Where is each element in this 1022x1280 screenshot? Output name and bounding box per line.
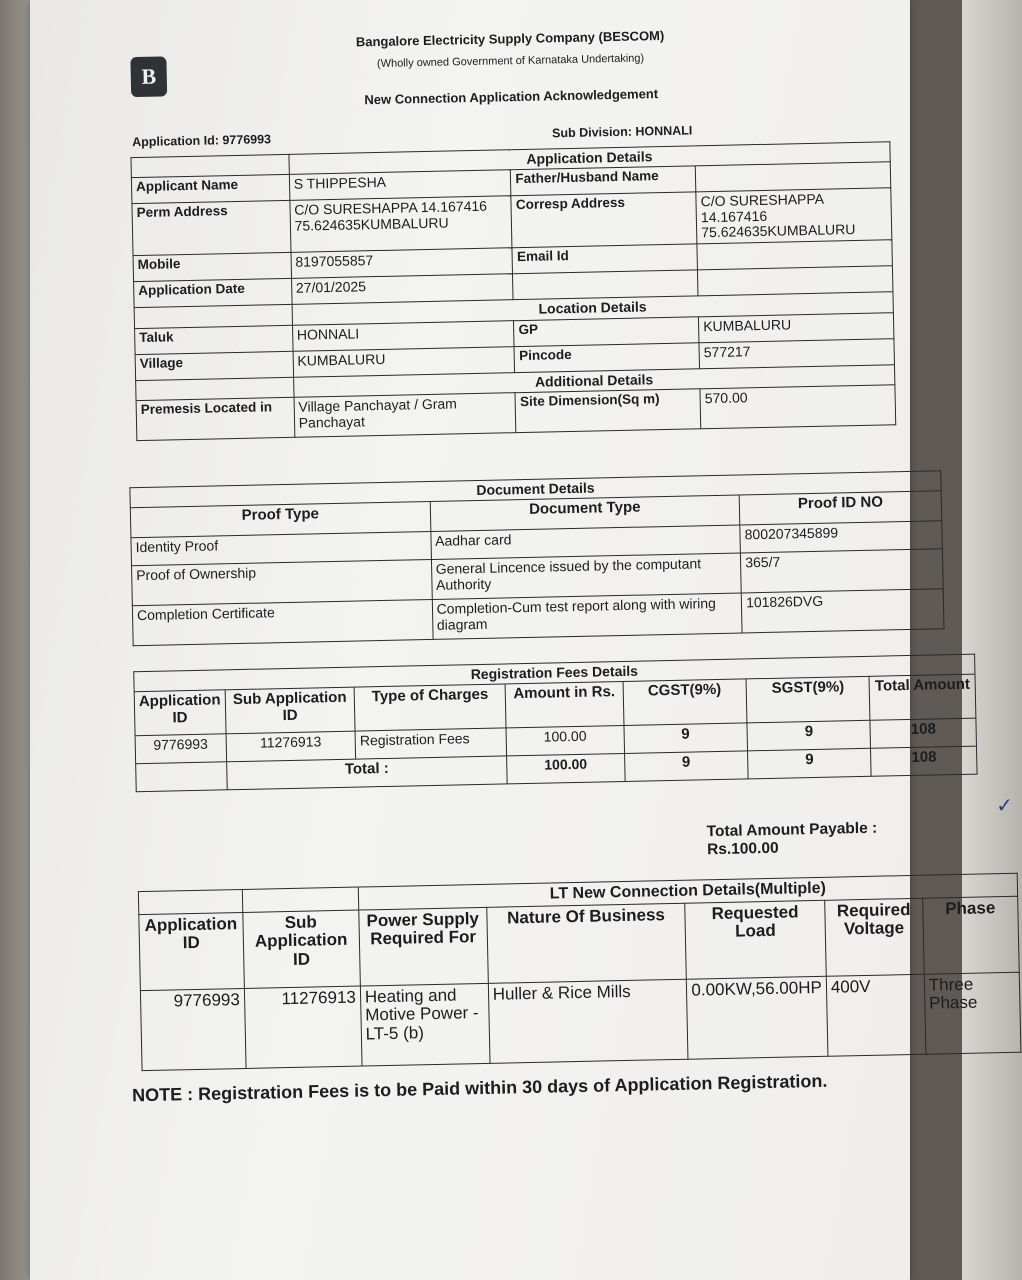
- application-date-value: 27/01/2025: [291, 274, 513, 305]
- premesis-label: Premesis Located in: [136, 397, 294, 440]
- application-id-label: Application Id: 9776993: [132, 132, 272, 150]
- note-text: Registration Fees is to be Paid within 30 days of Application Registration.: [197, 1070, 828, 1104]
- header-proof-id: Proof ID NO: [739, 491, 941, 525]
- village-label: Village: [135, 351, 293, 380]
- document-details-table: [129, 470, 944, 646]
- lt-phase-cell: Three Phase: [924, 972, 1021, 1054]
- section-title-documents: Document Details: [130, 471, 941, 508]
- section-title-location: Location Details: [292, 292, 894, 325]
- site-dimension-label: Site Dimension(Sq m): [515, 389, 700, 433]
- company-subtitle: (Wholly owned Government of Karnataka Undertaking): [376, 52, 645, 70]
- fee-amount-cell: 100.00: [506, 726, 624, 756]
- village-value: KUMBALURU: [293, 346, 515, 377]
- document-title: New Connection Application Acknowledgement: [364, 86, 659, 108]
- header-requested-load: Requested Load: [685, 900, 826, 979]
- applicant-name-label: Applicant Name: [131, 175, 289, 204]
- fee-type-cell: Registration Fees: [355, 728, 507, 759]
- document-type-cell: Aadhar card: [430, 525, 740, 559]
- header-type-of-charges: Type of Charges: [354, 684, 506, 731]
- document-type-cell: General Lincence issued by the computant Authority: [431, 553, 741, 599]
- section-title-fees: Registration Fees Details: [134, 654, 975, 692]
- lt-power-for-cell: Heating and Motive Power - LT-5 (b): [360, 983, 490, 1066]
- header-sub-application-id: Sub Application ID: [225, 687, 355, 734]
- header-application-id: Application ID: [134, 690, 226, 736]
- total-total-cell: 108: [871, 746, 977, 776]
- header-amount: Amount in Rs.: [505, 682, 623, 728]
- applicant-name-value: S THIPPESHA: [289, 170, 511, 201]
- acknowledgement-document: [90, 22, 1014, 1106]
- registration-fees-table: [133, 654, 977, 793]
- section-title-lt-connection: LT New Connection Details(Multiple): [358, 873, 1018, 909]
- pincode-value: 577217: [699, 339, 894, 369]
- father-name-label: Father/Husband Name: [511, 166, 696, 196]
- header-lt-sub-application-id: Sub Application ID: [243, 910, 361, 988]
- lt-app-id-cell: 9776993: [140, 988, 245, 1070]
- gp-label: GP: [514, 317, 699, 347]
- document-type-cell: Completion-Cum test report along with wiring diagram: [432, 593, 742, 639]
- header-nature-of-business: Nature Of Business: [486, 903, 686, 983]
- total-cgst-cell: 9: [624, 751, 748, 782]
- corresp-address-value: C/O SURESHAPPA 14.167416 75.624635KUMBALURU: [696, 188, 892, 244]
- section-title-application: Application Details: [289, 142, 891, 175]
- section-title-additional: Additional Details: [293, 365, 895, 398]
- site-dimension-value: 570.00: [700, 385, 896, 429]
- taluk-label: Taluk: [135, 325, 293, 354]
- header-lt-application-id: Application ID: [139, 912, 244, 990]
- email-value: [697, 240, 892, 270]
- header-power-supply: Power Supply Required For: [359, 907, 489, 986]
- proof-type-cell: Completion Certificate: [132, 600, 432, 646]
- lt-business-cell: Huller & Rice Mills: [488, 979, 688, 1063]
- perm-address-label: Perm Address: [132, 201, 291, 256]
- application-details-table: [130, 141, 896, 441]
- proof-id-cell: 365/7: [741, 549, 944, 593]
- fee-cgst-cell: 9: [624, 723, 748, 754]
- gp-value: KUMBALURU: [699, 313, 894, 343]
- header-cgst: CGST(9%): [623, 679, 747, 726]
- bescom-logo-icon: B: [130, 56, 167, 97]
- application-date-label: Application Date: [134, 279, 292, 308]
- premesis-value: Village Panchayat / Gram Panchayat: [294, 393, 517, 438]
- paper-sheet: [30, 0, 1014, 1280]
- fee-sgst-cell: 9: [747, 721, 871, 752]
- sub-division-label: Sub Division: HONNALI: [551, 123, 693, 141]
- desk-background-right: [962, 0, 1022, 1280]
- total-label: Total :: [226, 756, 507, 790]
- email-label: Email Id: [512, 244, 697, 274]
- proof-type-cell: Identity Proof: [131, 532, 431, 566]
- header-sgst: SGST(9%): [746, 677, 870, 724]
- fee-sub-app-id-cell: 11276913: [226, 731, 356, 762]
- mobile-label: Mobile: [133, 253, 291, 282]
- header-total-amount: Total Amount: [869, 674, 975, 720]
- note-prefix: NOTE :: [131, 1084, 194, 1106]
- father-name-value: [695, 162, 890, 192]
- total-amount-payable: Total Amount Payable : Rs.100.00: [706, 819, 878, 859]
- lt-load-cell: 0.00KW,56.00HP: [687, 976, 828, 1059]
- company-name: Bangalore Electricity Supply Company (BESCOM): [355, 27, 665, 50]
- proof-type-cell: Proof of Ownership: [132, 560, 432, 606]
- table-row: [140, 972, 1020, 1070]
- lt-voltage-cell: 400V: [826, 974, 926, 1056]
- mobile-value: 8197055857: [291, 248, 513, 279]
- proof-id-cell: 800207345899: [740, 521, 942, 553]
- header-document-type: Document Type: [430, 495, 740, 531]
- corresp-address-label: Corresp Address: [511, 192, 697, 248]
- header-phase: Phase: [922, 896, 1019, 974]
- proof-id-cell: 101826DVG: [741, 589, 944, 633]
- handwritten-check-icon: ✓: [995, 792, 1014, 818]
- header-proof-type: Proof Type: [130, 502, 430, 538]
- total-sgst-cell: 9: [748, 749, 872, 780]
- lt-sub-app-id-cell: 11276913: [244, 986, 362, 1068]
- pincode-label: Pincode: [514, 343, 699, 373]
- registration-note: [132, 1071, 828, 1107]
- lt-connection-table: [138, 873, 1022, 1071]
- total-amount-cell: 100.00: [507, 754, 625, 784]
- fee-total-cell: 108: [870, 718, 976, 748]
- perm-address-value: C/O SURESHAPPA 14.167416 75.624635KUMBALURU: [290, 196, 513, 253]
- fee-app-id-cell: 9776993: [135, 734, 226, 764]
- taluk-value: HONNALI: [292, 320, 514, 351]
- header-required-voltage: Required Voltage: [824, 898, 924, 976]
